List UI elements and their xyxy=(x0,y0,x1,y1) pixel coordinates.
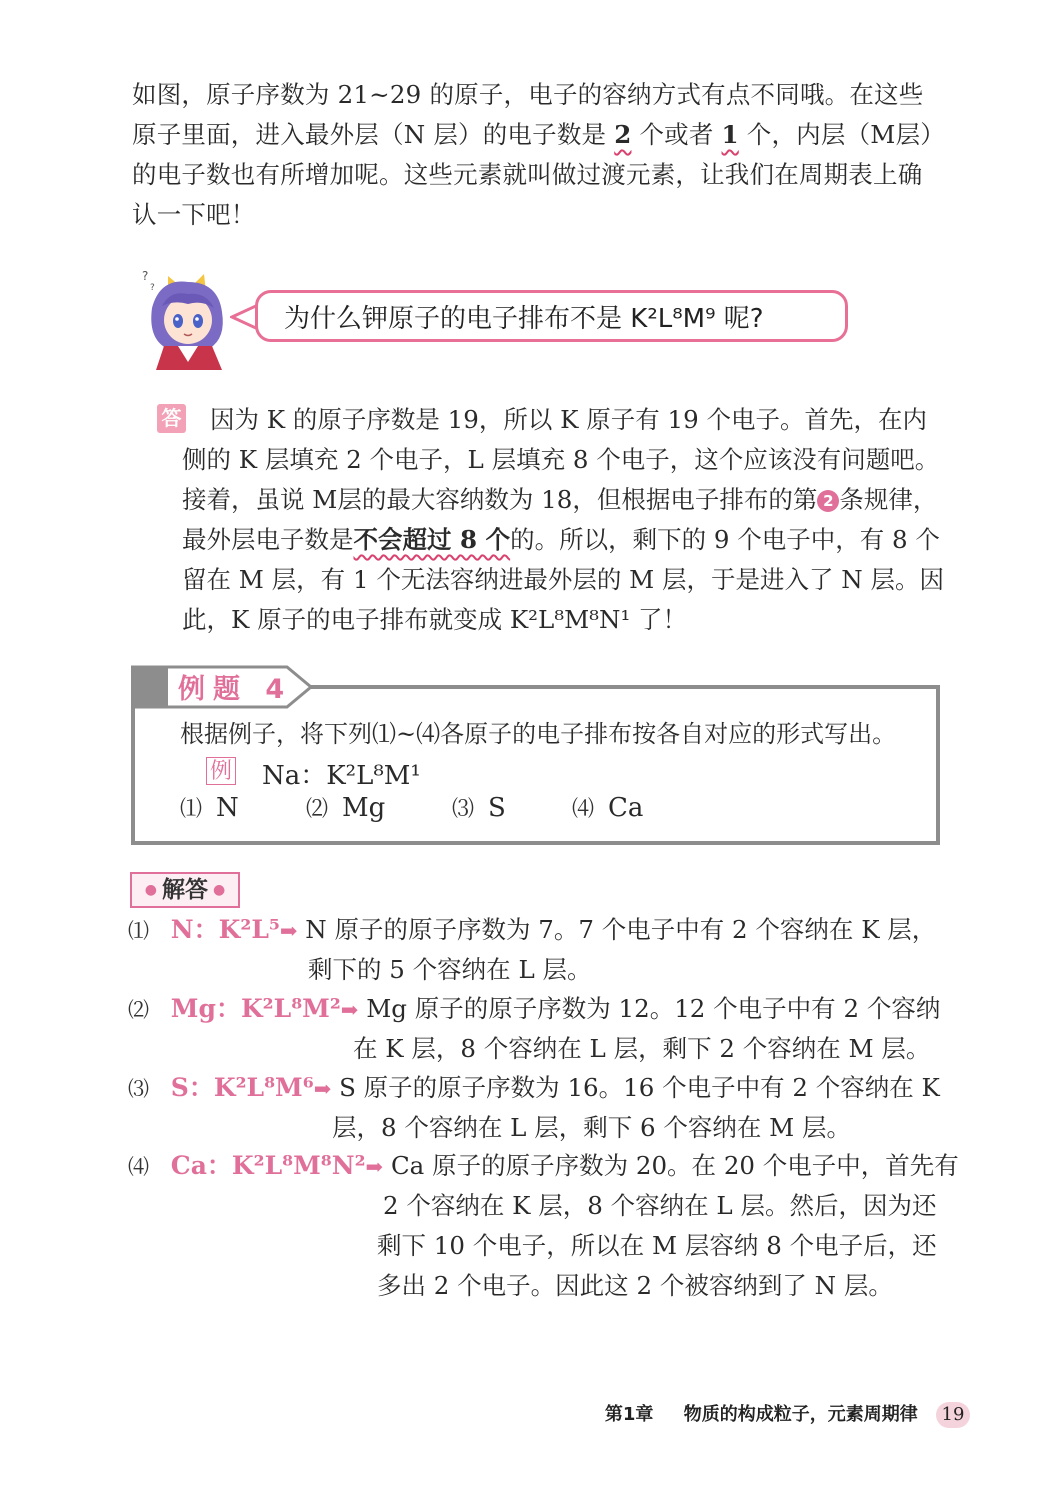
item-number: ⑷ xyxy=(572,797,595,822)
solution-text: 剩下的 5 个容纳在 L 层。 xyxy=(308,955,592,984)
arrow-icon: ➡ xyxy=(340,998,359,1022)
arrow-icon: ➡ xyxy=(365,1155,384,1179)
solution-number: ⑵ xyxy=(128,998,149,1022)
solution-formula: Ca：K²L⁸M⁸N² xyxy=(170,1151,366,1180)
svg-text:?: ? xyxy=(150,283,155,293)
solution-row-2 xyxy=(128,989,940,1030)
example-question: 根据例子，将下列⑴~⑷各原子的电子排布按各自对应的形式写出。 xyxy=(180,720,897,748)
arrow-icon: ➡ xyxy=(313,1077,332,1101)
speech-bubble: 为什么钾原子的电子排布不是 K²L⁸M⁹ 呢? xyxy=(255,290,848,342)
solution-text: 层，8 个容纳在 L 层，剩下 6 个容纳在 M 层。 xyxy=(332,1113,852,1142)
answer-icon: 答 xyxy=(157,404,186,433)
solution-formula: N：K²L⁵ xyxy=(170,915,280,944)
page-footer xyxy=(605,1400,970,1428)
item-number: ⑶ xyxy=(452,797,475,822)
emphasis-number: 1 xyxy=(721,120,739,149)
solution-text: S 原子的原子序数为 16。16 个电子中有 2 个容纳在 K xyxy=(339,1073,940,1102)
answer-line: 侧的 K 层填充 2 个电子，L 层填充 8 个电子，这个应该没有问题吧。 xyxy=(182,445,940,474)
answer-text: 条规律， xyxy=(839,485,938,514)
intro-line: 如图，原子序数为 21~29 的原子，电子的容纳方式有点不同哦。在这些 xyxy=(132,80,924,109)
answer-text: 的。所以，剩下的 9 个电子中，有 8 个 xyxy=(510,525,940,554)
chapter-title: 物质的构成粒子，元素周期律 xyxy=(683,1404,918,1425)
answer-line: 此，K 原子的电子排布就变成 K²L⁸M⁸N¹ 了！ xyxy=(182,605,688,634)
intro-paragraph xyxy=(132,75,977,235)
rule-number-badge: 2 xyxy=(817,490,839,512)
solution-text: 多出 2 个电子。因此这 2 个被容纳到了 N 层。 xyxy=(377,1271,893,1300)
solution-row-1 xyxy=(128,910,936,951)
solution-number: ⑶ xyxy=(128,1077,149,1101)
intro-text: 个，内层（M层） xyxy=(738,120,945,149)
solution-label-text: 解答 xyxy=(162,877,208,903)
arrow-icon: ➡ xyxy=(279,919,298,943)
solution-text: 在 K 层，8 个容纳在 L 层，剩下 2 个容纳在 M 层。 xyxy=(353,1034,931,1063)
anime-girl-illustration xyxy=(140,268,235,370)
example-item xyxy=(306,792,452,823)
item-element: Ca xyxy=(608,793,644,823)
item-element: N xyxy=(216,793,239,823)
item-number: ⑴ xyxy=(180,797,203,822)
answer-line: 因为 K 的原子序数是 19，所以 K 原子有 19 个电子。首先，在内 xyxy=(210,405,927,434)
emphasis-text: 不会超过 8 个 xyxy=(353,525,511,554)
answer-text: 最外层电子数是 xyxy=(182,525,354,554)
example-title: 例题 4 xyxy=(178,674,293,705)
intro-text: 个或者 xyxy=(631,120,722,149)
item-element: S xyxy=(488,793,506,823)
example-item xyxy=(452,792,572,823)
solution-text: 剩下 10 个电子，所以在 M 层容纳 8 个电子后，还 xyxy=(377,1231,937,1260)
solution-row-4 xyxy=(128,1146,959,1187)
solution-row-3 xyxy=(128,1068,940,1109)
intro-line: 的电子数也有所增加呢。这些元素就叫做过渡元素，让我们在周期表上确 xyxy=(132,160,923,189)
solution-label: ● 解答 ● xyxy=(130,872,240,908)
answer-line xyxy=(182,480,977,520)
intro-text: 原子里面，进入最外层（N 层）的电子数是 xyxy=(132,120,615,149)
chapter-label: 第1章 xyxy=(604,1404,654,1425)
example-item xyxy=(572,792,643,823)
intro-line xyxy=(132,115,977,155)
solution-text: 2 个容纳在 K 层，8 个容纳在 L 层。然后，因为还 xyxy=(383,1191,937,1220)
solution-text: Mg 原子的原子序数为 12。12 个电子中有 2 个容纳 xyxy=(366,994,941,1023)
answer-text: 接着，虽说 M层的最大容纳数为 18，但根据电子排布的第 xyxy=(182,485,818,514)
example-items xyxy=(180,792,643,823)
intro-line: 认一下吧！ xyxy=(132,200,256,229)
solution-formula: S：K²L⁸M⁶ xyxy=(170,1073,314,1102)
svg-text:?: ? xyxy=(142,269,149,283)
example-sample: Na：K²L⁸M¹ xyxy=(262,761,421,791)
item-element: Mg xyxy=(342,793,386,823)
example-label: 例 xyxy=(206,757,236,785)
answer-paragraph xyxy=(182,400,977,640)
solution-text: N 原子的原子序数为 7。7 个电子中有 2 个容纳在 K 层， xyxy=(305,915,937,944)
page-number: 19 xyxy=(936,1402,970,1428)
solution-text: Ca 原子的原子序数为 20。在 20 个电子中，首先有 xyxy=(390,1151,959,1180)
solution-number: ⑷ xyxy=(128,1155,149,1179)
solution-formula: Mg：K²L⁸M² xyxy=(170,994,341,1023)
answer-line xyxy=(182,520,977,560)
example-item xyxy=(180,792,306,823)
solution-number: ⑴ xyxy=(128,919,149,943)
item-number: ⑵ xyxy=(306,797,329,822)
emphasis-number: 2 xyxy=(614,120,632,149)
answer-line: 留在 M 层，有 1 个无法容纳进最外层的 M 层，于是进入了 N 层。因 xyxy=(182,565,944,594)
